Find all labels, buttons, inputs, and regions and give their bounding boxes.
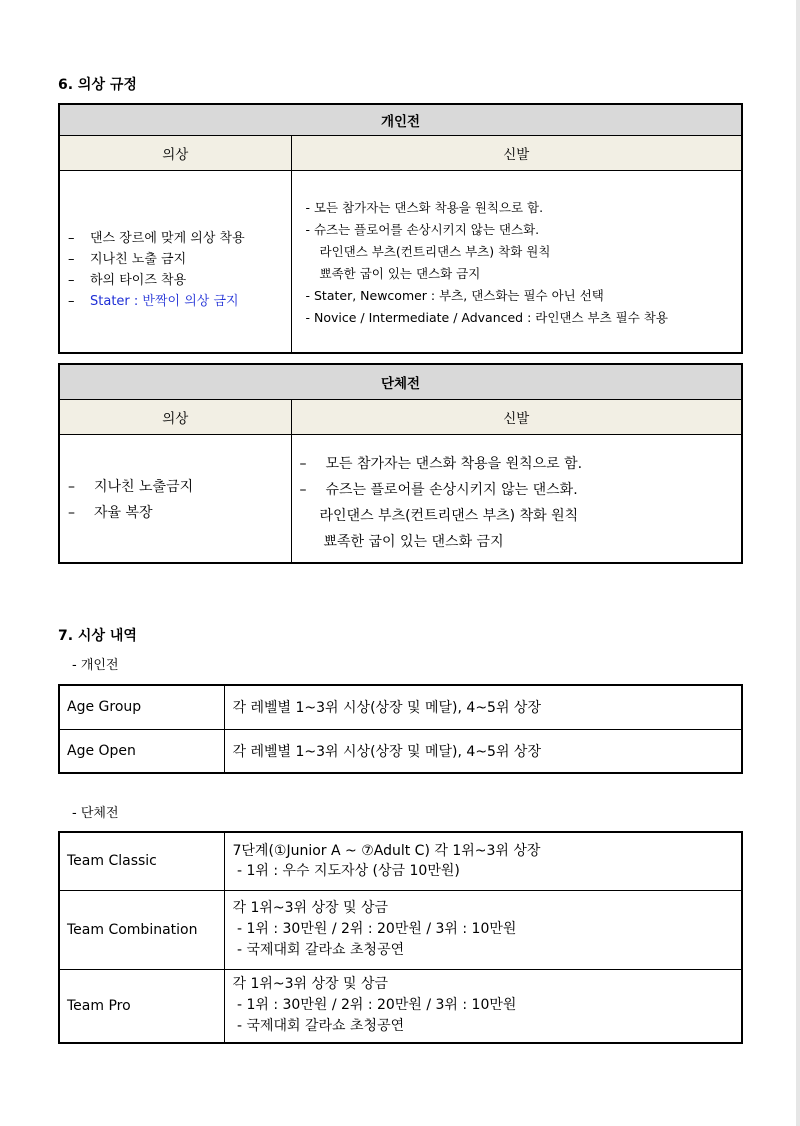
award-row-label: Team Combination (59, 890, 224, 969)
list-item-text: 하의 타이즈 착용 (90, 273, 187, 289)
team-awards-table (58, 831, 743, 1044)
list-item-text: 자율 복장 (94, 505, 153, 522)
list-item: – 하의 타이즈 착용 (68, 273, 187, 289)
highlight-text: Stater : 반짝이 의상 금지 (90, 294, 239, 310)
list-item: – 지나친 노출금지 (68, 479, 194, 496)
shoes-line: - Novice / Intermediate / Advanced : 라인댄스 부츠 필수 착용 (305, 310, 668, 326)
shoes-line-text: 슈즈는 플로어를 손상시키지 않는 댄스화. (325, 482, 578, 499)
shoes-line: 뾰족한 굽이 있는 댄스화 금지 (323, 534, 504, 551)
team-shoes-col-header: 신발 (291, 400, 742, 435)
list-item-text: 댄스 장르에 맞게 의상 착용 (90, 231, 245, 247)
list-item: – 지나친 노출 금지 (68, 252, 187, 268)
shoes-line-text: 모든 참가자는 댄스화 착용을 원칙으로 함. (325, 456, 583, 473)
shoes-line: - 슈즈는 플로어를 손상시키지 않는 댄스화. (305, 222, 540, 238)
award-row-label: Age Open (59, 729, 224, 773)
award-line: - 국제대회 갈라쇼 초청공연 (232, 942, 405, 958)
list-item: – 댄스 장르에 맞게 의상 착용 (68, 231, 245, 247)
list-item: – Stater : 반짝이 의상 금지 (68, 294, 239, 310)
award-row-value: 각 레벨별 1~3위 시상(상장 및 메달), 4~5위 상장 (224, 729, 742, 773)
award-row-value (224, 832, 742, 890)
award-line: - 국제대회 갈라쇼 초청공연 (232, 1018, 405, 1035)
individual-awards-label: - 개인전 (72, 658, 119, 673)
individual-shoes-cell (291, 171, 742, 353)
team-costume-cell (59, 435, 291, 563)
individual-awards-table (58, 684, 743, 774)
section-7-title: 7. 시상 내역 (58, 628, 137, 644)
shoes-line: - Stater, Newcomer : 부츠, 댄스화는 필수 아닌 선택 (305, 288, 604, 304)
shoes-line: 라인댄스 부츠(컨트리댄스 부츠) 착화 원칙 (319, 508, 579, 525)
individual-costume-cell (59, 171, 291, 353)
award-row-label: Team Classic (59, 832, 224, 890)
list-item: – 자율 복장 (68, 505, 153, 522)
shoes-line: – 모든 참가자는 댄스화 착용을 원칙으로 함. (299, 456, 583, 473)
individual-costume-col-header: 의상 (59, 136, 291, 171)
award-row-label: Age Group (59, 685, 224, 729)
individual-costume-table (58, 103, 743, 354)
award-line: - 1위 : 30만원 / 2위 : 20만원 / 3위 : 10만원 (232, 997, 517, 1014)
shoes-line: 뾰족한 굽이 있는 댄스화 금지 (319, 266, 481, 282)
page-edge (796, 0, 800, 1126)
award-row-value: 각 레벨별 1~3위 시상(상장 및 메달), 4~5위 상장 (224, 685, 742, 729)
shoes-line: - 모든 참가자는 댄스화 착용을 원칙으로 함. (305, 200, 544, 216)
shoes-line: – 슈즈는 플로어를 손상시키지 않는 댄스화. (299, 482, 578, 499)
shoes-line: 라인댄스 부츠(컨트리댄스 부츠) 착화 원칙 (319, 244, 551, 260)
award-line: 각 1위~3위 상장 및 상금 (232, 976, 389, 993)
team-costume-table (58, 363, 743, 564)
award-row-value (224, 890, 742, 969)
individual-shoes-col-header: 신발 (291, 136, 742, 171)
award-line: - 1위 : 30만원 / 2위 : 20만원 / 3위 : 10만원 (232, 921, 517, 937)
award-row-value (224, 969, 742, 1043)
individual-header: 개인전 (59, 104, 742, 136)
award-row-label: Team Pro (59, 969, 224, 1043)
team-header: 단체전 (59, 364, 742, 400)
team-shoes-cell (291, 435, 742, 563)
team-costume-col-header: 의상 (59, 400, 291, 435)
award-line: 7단계(①Junior A ~ ⑦Adult C) 각 1위~3위 상장 (232, 843, 541, 860)
award-line: 각 1위~3위 상장 및 상금 (232, 900, 389, 916)
list-item-text: 지나친 노출금지 (94, 479, 194, 496)
section-6-title: 6. 의상 규정 (58, 77, 137, 93)
list-item-text: 지나친 노출 금지 (90, 252, 187, 268)
team-awards-label: - 단체전 (72, 806, 119, 821)
award-line: - 1위 : 우수 지도자상 (상금 10만원) (232, 863, 460, 880)
